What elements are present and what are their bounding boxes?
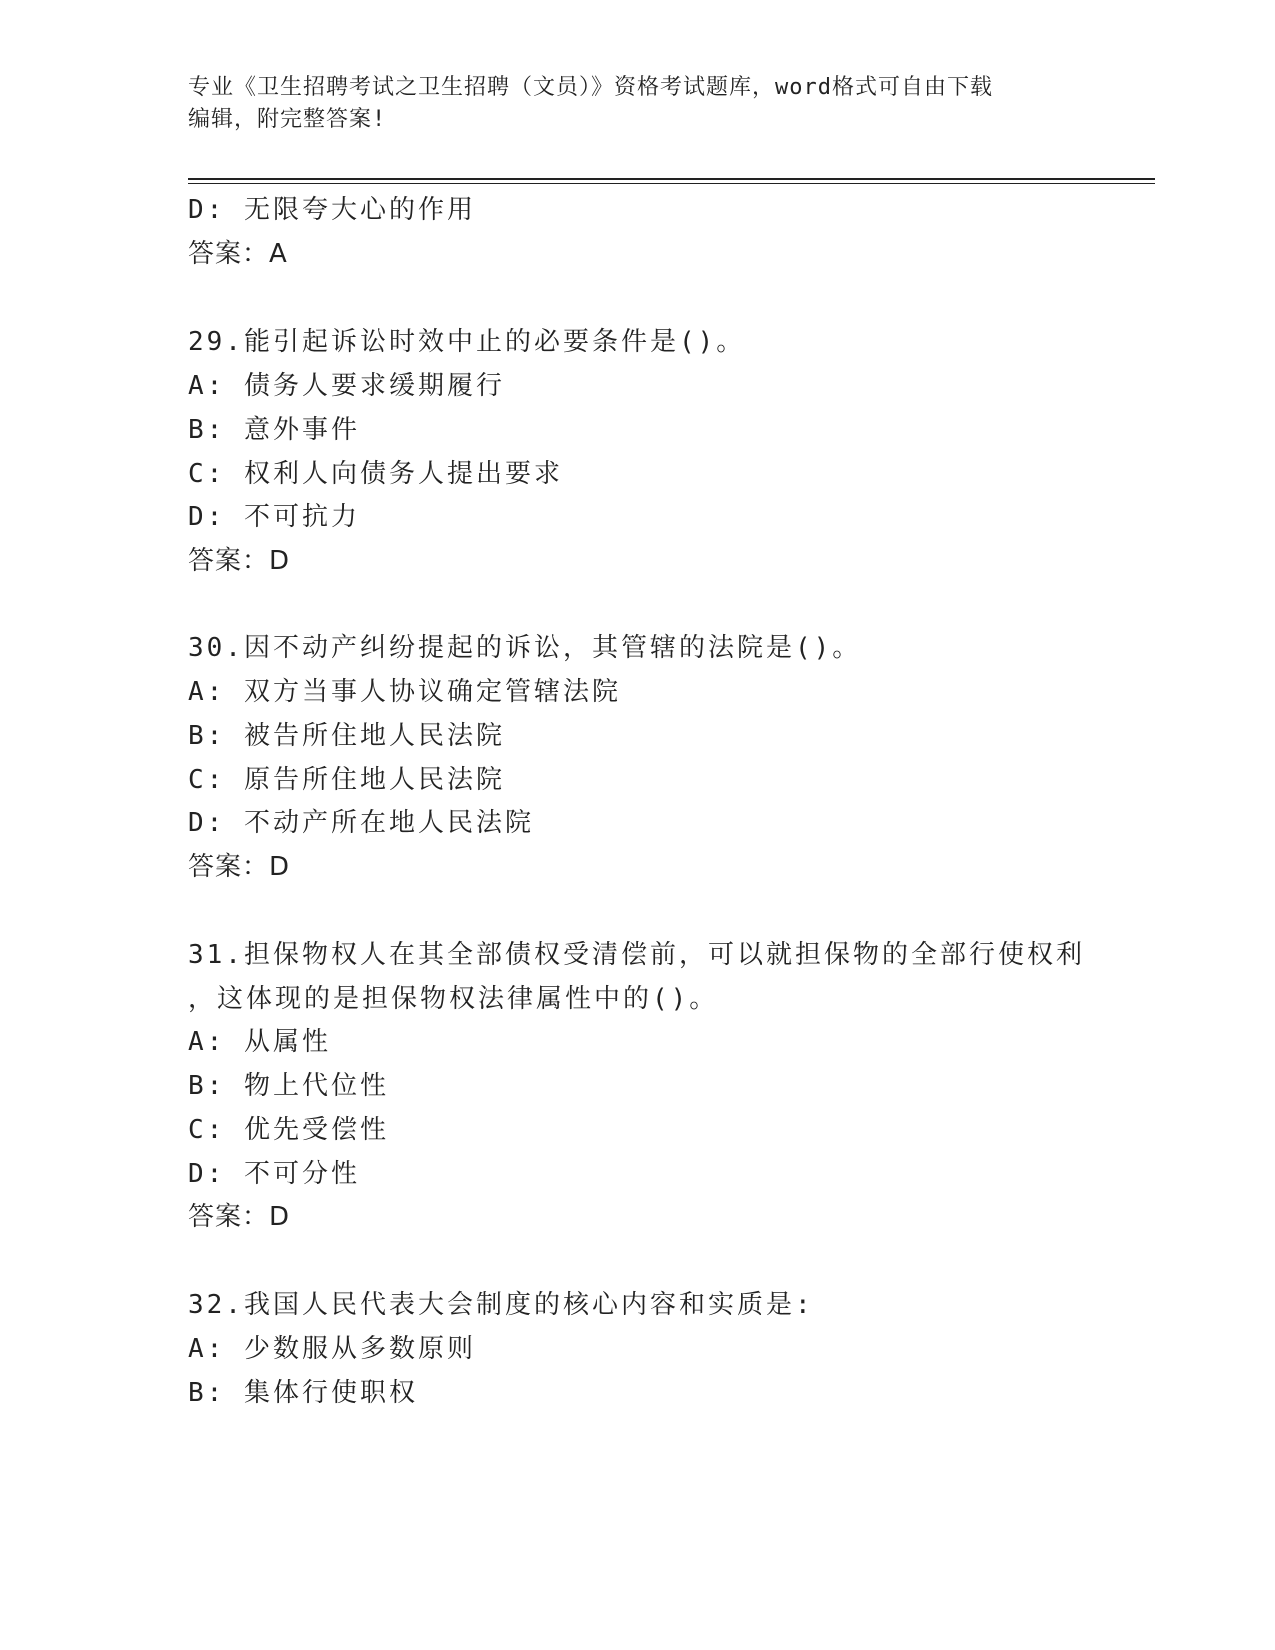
header-divider-thin [188,183,1155,184]
option-a: A: 少数服从多数原则 [188,1334,476,1364]
answer-label: 答案：D [188,1202,291,1232]
answer-label: 答案：D [188,852,291,882]
question-31-stem-line-2: ，这体现的是担保物权法律属性中的()。 [188,984,719,1014]
answer-label: 答案：A [188,239,288,269]
option-d: D: 无限夸大心的作用 [188,195,476,225]
question-31-stem-line-1: 31.担保物权人在其全部债权受清偿前，可以就担保物的全部行使权利 [188,940,1085,970]
option-a: A: 从属性 [188,1027,331,1057]
option-b: B: 集体行使职权 [188,1378,418,1408]
header-line-1: 专业《卫生招聘考试之卫生招聘（文员）》资格考试题库，word格式可自由下载 [188,75,993,100]
option-a: A: 债务人要求缓期履行 [188,371,505,401]
header-line-2: 编辑，附完整答案! [188,107,387,132]
option-c: C: 权利人向债务人提出要求 [188,459,563,489]
option-c: C: 原告所住地人民法院 [188,765,505,795]
option-d: D: 不可分性 [188,1159,360,1189]
header-divider-thick [188,178,1155,180]
question-32-stem: 32.我国人民代表大会制度的核心内容和实质是: [188,1290,814,1320]
question-29-stem: 29.能引起诉讼时效中止的必要条件是()。 [188,327,746,357]
option-a: A: 双方当事人协议确定管辖法院 [188,677,621,707]
document-header [188,72,1088,136]
question-30-stem: 30.因不动产纠纷提起的诉讼，其管辖的法院是()。 [188,633,862,663]
option-d: D: 不动产所在地人民法院 [188,808,534,838]
option-b: B: 被告所住地人民法院 [188,721,505,751]
option-b: B: 物上代位性 [188,1071,389,1101]
option-d: D: 不可抗力 [188,502,360,532]
option-c: C: 优先受偿性 [188,1115,389,1145]
option-b: B: 意外事件 [188,415,360,445]
answer-label: 答案：D [188,546,291,576]
